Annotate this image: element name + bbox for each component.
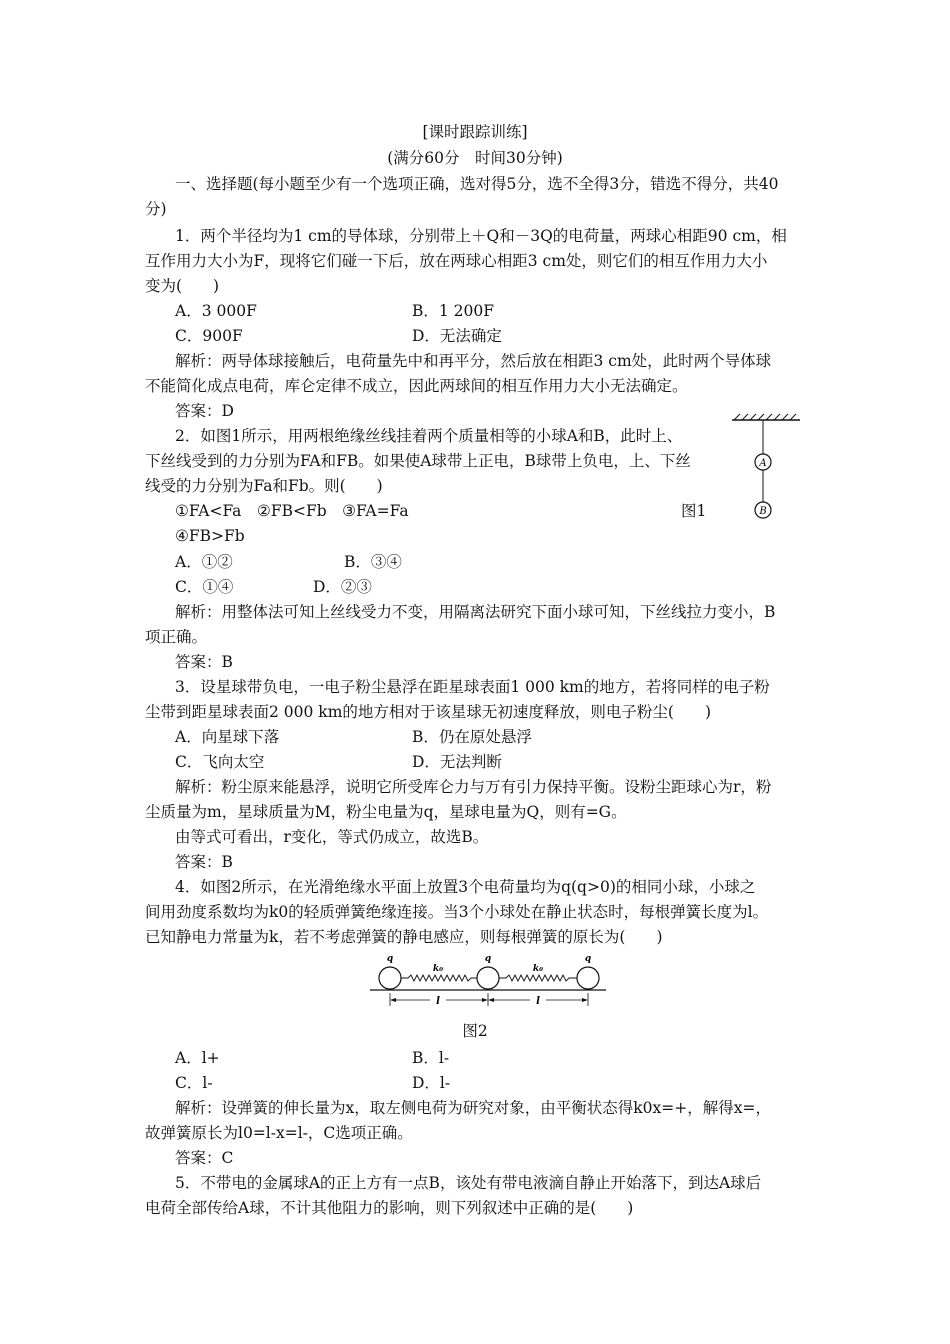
section-heading-cont: 分) xyxy=(145,200,167,218)
charge-ball-right xyxy=(577,967,599,989)
q2-answer: 答案：B xyxy=(175,653,233,671)
q4-option-a: A．l+ xyxy=(175,1049,220,1067)
ceiling-hatch xyxy=(734,414,796,420)
q3-answer: 答案：B xyxy=(175,853,233,871)
q3-analysis: 尘质量为m，星球质量为M，粉尘电量为q，星球电量为Q，则有=G。 xyxy=(145,803,627,821)
q5-stem: 5．不带电的金属球A的正上方有一点B，该处有带电液滴自静止开始落下，到达A球后 xyxy=(175,1174,762,1192)
q5-stem: 电荷全部传给A球，不计其他阻力的影响，则下列叙述中正确的是( ) xyxy=(145,1199,634,1217)
q1-analysis: 解析：两导体球接触后，电荷量先中和再平分，然后放在相距3 cm处，此时两个导体球 xyxy=(175,352,772,370)
q4-stem: 已知静电力常量为k，若不考虑弹簧的静电感应，则每根弹簧的原长为( ) xyxy=(145,928,663,946)
q4-option-d: D．l- xyxy=(412,1074,451,1092)
spring-left xyxy=(401,975,477,981)
q3-stem: 尘带到距星球表面2 000 km的地方相对于该星球无初速度释放，则电子粉尘( ) xyxy=(145,703,711,721)
doc-subtitle: (满分60分 时间30分钟) xyxy=(387,149,563,167)
q4-answer: 答案：C xyxy=(175,1149,234,1167)
q3-analysis: 解析：粉尘原来能悬浮，说明它所受库仑力与万有引力保持平衡。设粉尘距球心为r，粉 xyxy=(175,778,772,796)
q2-stem: 下丝线受到的力分别为FA和FB。如果使A球带上正电，B球带上负电，上、下丝 xyxy=(145,452,691,470)
ball-a-label: A xyxy=(759,458,767,469)
arrowhead xyxy=(482,998,488,1002)
charge-label-middle: q xyxy=(484,954,492,964)
doc-title: [课时跟踪训练] xyxy=(422,123,528,141)
length-label-left: l xyxy=(436,996,440,1007)
q2-option-b: B．③④ xyxy=(344,553,402,571)
q4-option-b: B．l- xyxy=(412,1049,450,1067)
charge-ball-middle xyxy=(477,967,499,989)
figure-2-spring-system xyxy=(368,950,608,1012)
q1-option-a: A．3 000F xyxy=(175,302,257,320)
charge-label-left: q xyxy=(386,954,394,964)
q4-stem: 间用劲度系数均为k0的轻质弹簧绝缘连接。当3个小球处在静止状态时，每根弹簧长度为l。 xyxy=(145,903,769,921)
q1-stem: 1．两个半径均为1 cm的导体球，分别带上＋Q和－3Q的电荷量，两球心相距90 cm，相 xyxy=(175,227,787,245)
section-heading: 一、选择题(每小题至少有一个选项正确，选对得5分，选不全得3分，错选不得分，共40 xyxy=(175,175,779,193)
charge-label-right: q xyxy=(584,954,592,964)
q3-analysis: 由等式可看出，r变化，等式仍成立，故选B。 xyxy=(175,828,489,846)
q1-option-b: B．1 200F xyxy=(412,302,495,320)
q2-option-c: C．①④ xyxy=(175,578,234,596)
figure-1-hanging-balls xyxy=(728,412,808,524)
q1-stem: 互作用力大小为F，现将它们碰一下后，放在两球心相距3 cm处，则它们的相互作用力大小 xyxy=(145,252,768,270)
q4-analysis: 故弹簧原长为l0=l-x=l-，C选项正确。 xyxy=(145,1124,413,1142)
ball-b-label: B xyxy=(759,506,767,517)
spring-right xyxy=(499,975,577,981)
spring-constant-right: k₀ xyxy=(532,964,544,974)
q2-stem: 2．如图1所示，用两根绝缘丝线挂着两个质量相等的小球A和B，此时上、 xyxy=(175,427,683,445)
q3-option-c: C．飞向太空 xyxy=(175,753,265,771)
q1-option-d: D．无法确定 xyxy=(412,327,502,345)
q3-option-b: B．仍在原处悬浮 xyxy=(412,728,532,746)
q2-analysis: 解析：用整体法可知上丝线受力不变，用隔离法研究下面小球可知，下丝线拉力变小，B xyxy=(175,603,776,621)
q1-analysis: 不能简化成点电荷，库仑定律不成立，因此两球间的相互作用力大小无法确定。 xyxy=(145,377,688,395)
q2-stem: 线受的力分别为Fa和Fb。则( ) xyxy=(145,477,383,495)
q3-stem: 3．设星球带负电，一电子粉尘悬浮在距星球表面1 000 km的地方，若将同样的电子粉 xyxy=(175,678,770,696)
q1-option-c: C．900F xyxy=(175,327,243,345)
arrowhead xyxy=(582,998,588,1002)
arrowhead xyxy=(390,998,396,1002)
charge-ball-left xyxy=(379,967,401,989)
q2-option-a: A．①② xyxy=(175,553,233,571)
q1-stem: 变为( ) xyxy=(145,277,220,295)
figure-2-caption: 图2 xyxy=(462,1022,488,1040)
q2-statements: ④FB>Fb xyxy=(175,527,245,545)
q3-option-a: A．向星球下落 xyxy=(175,728,280,746)
q2-option-d: D．②③ xyxy=(313,578,372,596)
q3-option-d: D．无法判断 xyxy=(412,753,502,771)
length-label-right: l xyxy=(536,996,540,1007)
q4-analysis: 解析：设弹簧的伸长量为x，取左侧电荷为研究对象，由平衡状态得k0x=+，解得x=， xyxy=(175,1099,771,1117)
q2-analysis: 项正确。 xyxy=(145,628,208,646)
spring-constant-left: k₀ xyxy=(432,964,444,974)
figure-1-caption: 图1 xyxy=(681,502,707,520)
q4-option-c: C．l- xyxy=(175,1074,213,1092)
q2-statements: ①FA<Fa ②FB<Fb ③FA=Fa xyxy=(175,502,409,520)
q4-stem: 4．如图2所示，在光滑绝缘水平面上放置3个电荷量均为q(q>0)的相同小球，小球之 xyxy=(175,878,756,896)
arrowhead xyxy=(488,998,494,1002)
q1-answer: 答案：D xyxy=(175,402,234,420)
